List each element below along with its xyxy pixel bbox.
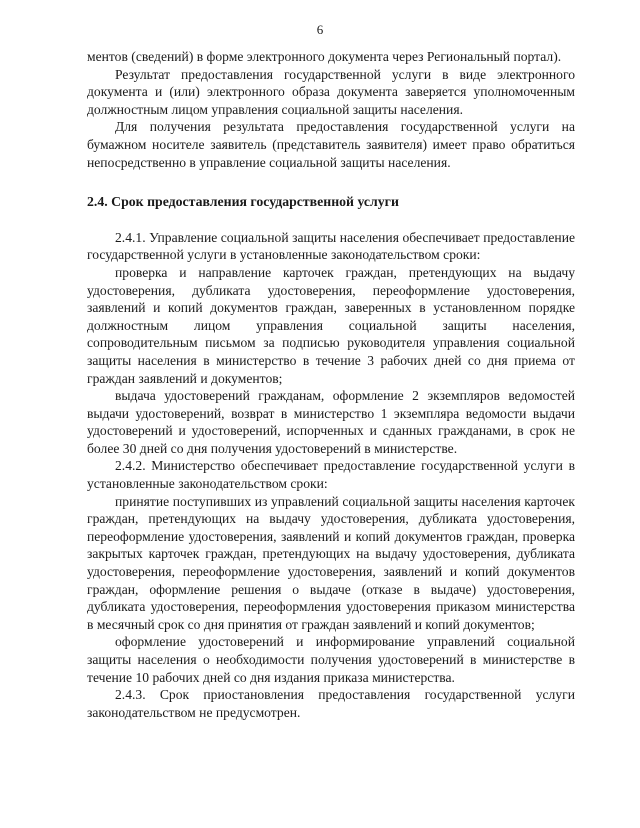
paragraph: 2.4.3. Срок приостановления предоставления государственной услуги законодательством не предусмотрен. (87, 687, 575, 720)
paragraph: оформление удостоверений и информирование управлений социальной защиты населения о необходимости получения удостоверений в министерстве в течение 10 рабочих дней со дня издания приказа министерства. (87, 634, 575, 685)
document-body (87, 48, 575, 721)
paragraph: проверка и направление карточек граждан, претендующих на выдачу удостоверения, дубликата удостоверения, переоформление удостоверения, заявлений и копий документов граждан, заверенных в установленном порядке должностным лицом управления социальной защиты населения, сопроводительным письмом за подписью руководителя управления социальной защиты населения в министерство в течение 3 рабочих дней со дня приема от граждан заявлений и документов; (87, 264, 575, 386)
paragraph: Результат предоставления государственной услуги в виде электронного документа и (или) электронного образа документа заверяется уполномоченным должностным лицом управления социальной защиты населения. (87, 66, 575, 117)
page-number: 6 (316, 22, 324, 37)
paragraph: выдача удостоверений гражданам, оформление 2 экземпляров ведомостей выдачи удостоверений, возврат в министерство 1 экземпляра ведомости выдачи удостоверений и удостоверений, испорченных и сданных гражданами, в срок не более 30 дней со дня получения удостоверений в министерстве. (87, 388, 575, 456)
section-heading: 2.4. Срок предоставления государственной услуги (87, 194, 399, 210)
paragraph: принятие поступивших из управлений социальной защиты населения карточек граждан, претендующих на выдачу удостоверения, дубликата удостоверения, переоформление удостоверения, заявлений и копий документов граждан, проверка закрытых карточек граждан, претендующих на выдачу удостоверения, дубликата удостоверения, переоформление удостоверения, заявлений и копий документов граждан, оформление решения о выдаче (отказе в выдаче) удостоверения, дубликата удостоверения, переоформления удостоверения приказом министерства в месячный срок со дня принятия от граждан заявлений и копий документов; (87, 493, 575, 632)
paragraph: ментов (сведений) в форме электронного документа через Региональный портал). (87, 49, 562, 64)
paragraph: 2.4.1. Управление социальной защиты населения обеспечивает предоставление государственной услуги в установленные законодательством сроки: (87, 229, 575, 263)
paragraph: Для получения результата предоставления государственной услуги на бумажном носителе заявитель (представитель заявителя) имеет право обратиться непосредственно в управление социальной защиты населения. (87, 119, 575, 170)
paragraph: 2.4.2. Министерство обеспечивает предоставление государственной услуги в установленные законодательством сроки: (87, 458, 575, 492)
